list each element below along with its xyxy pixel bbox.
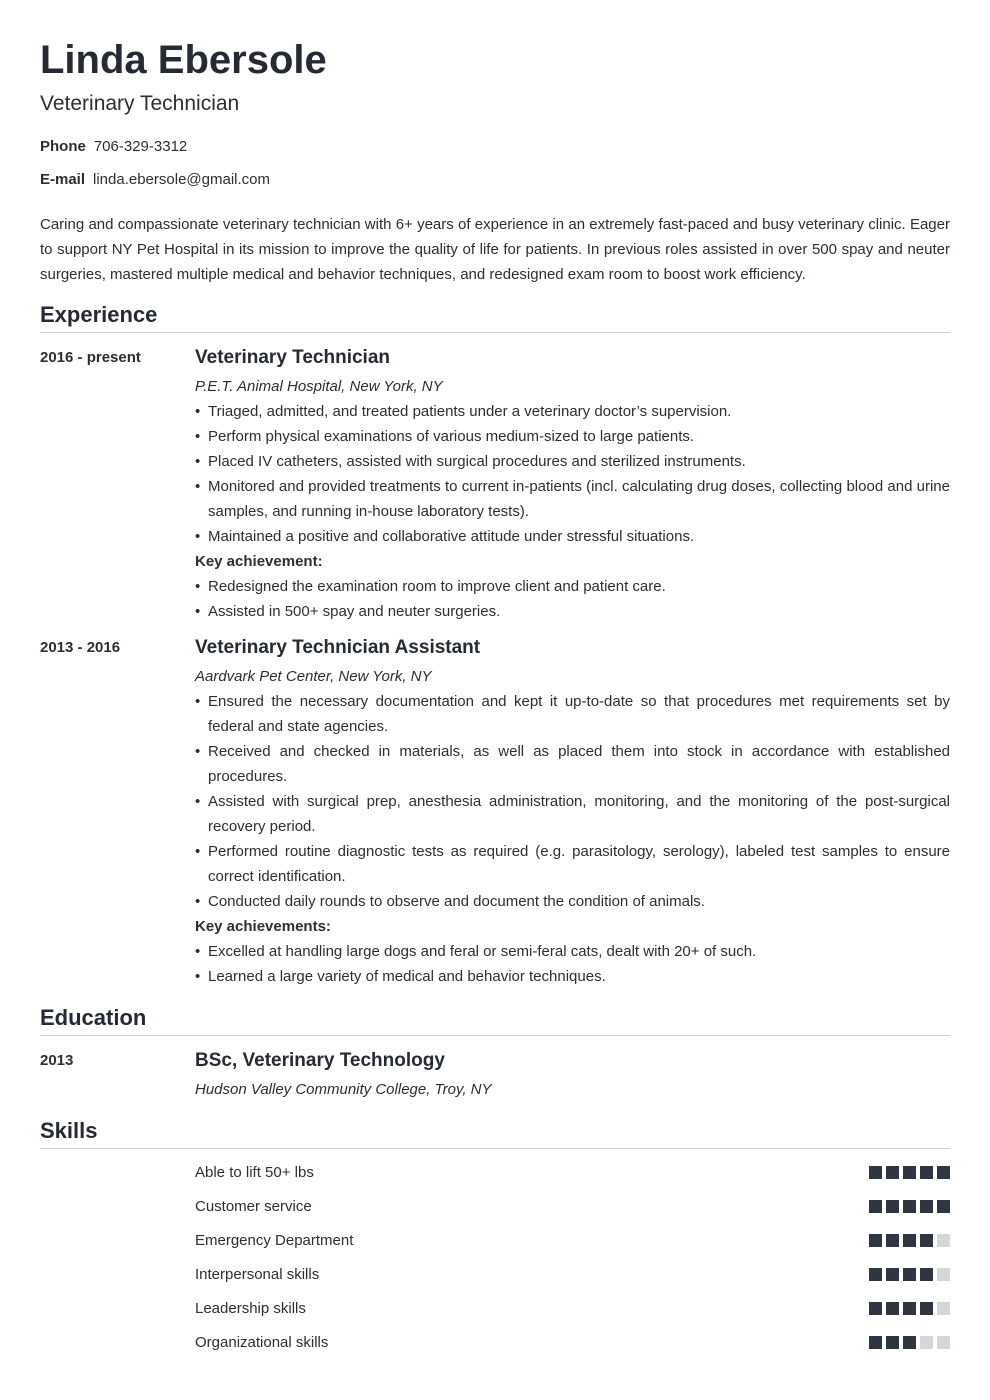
email-label: E-mail	[40, 171, 86, 188]
rating-square-filled	[937, 1200, 950, 1213]
rating-square-filled	[903, 1234, 916, 1247]
list-item: • Conducted daily rounds to observe and document the condition of animals.	[195, 889, 950, 914]
rating-square-filled	[903, 1166, 916, 1179]
rating-square-empty	[937, 1234, 950, 1247]
rating-square-filled	[920, 1234, 933, 1247]
skill-row	[195, 1330, 950, 1364]
achievements-list	[195, 574, 950, 624]
list-item: • Received and checked in materials, as well as placed them into stock in accordance with established procedures.	[195, 739, 950, 789]
candidate-title: Veterinary Technician	[40, 92, 240, 115]
degree: BSc, Veterinary Technology	[195, 1050, 445, 1071]
contact-email	[40, 170, 270, 190]
rating-square-filled	[886, 1302, 899, 1315]
rating-square-empty	[937, 1302, 950, 1315]
rating-square-filled	[869, 1302, 882, 1315]
rating-square-empty	[937, 1336, 950, 1349]
rating-square-filled	[869, 1336, 882, 1349]
rating-square-filled	[903, 1200, 916, 1213]
list-item: • Excelled at handling large dogs and feral or semi-feral cats, dealt with 20+ of such.	[195, 939, 950, 964]
rating-square-filled	[886, 1200, 899, 1213]
list-item: • Performed routine diagnostic tests as required (e.g. parasitology, serology), labeled test samples to ensure correct identification.	[195, 839, 950, 889]
job-title: Veterinary Technician	[195, 347, 391, 368]
rating-square-filled	[886, 1336, 899, 1349]
skill-rating	[869, 1166, 950, 1179]
list-item: • Ensured the necessary documentation and kept it up-to-date so that procedures met requirements set by federal and state agencies.	[195, 689, 950, 739]
rating-square-empty	[937, 1268, 950, 1281]
email-value[interactable]: linda.ebersole@gmail.com	[93, 171, 270, 188]
rating-square-filled	[886, 1166, 899, 1179]
skills-list	[195, 1160, 950, 1364]
job-title: Veterinary Technician Assistant	[195, 637, 481, 658]
rating-square-filled	[903, 1268, 916, 1281]
rating-square-filled	[886, 1234, 899, 1247]
skill-rating	[869, 1200, 950, 1213]
duties-list	[195, 399, 950, 549]
employer: Aardvark Pet Center, New York, NY	[195, 668, 432, 685]
duties-list	[195, 689, 950, 914]
skill-name: Emergency Department	[195, 1232, 354, 1249]
rating-square-filled	[903, 1336, 916, 1349]
list-item: • Maintained a positive and collaborative attitude under stressful situations.	[195, 524, 950, 549]
list-item: • Monitored and provided treatments to current in-patients (incl. calculating drug doses, collecting blood and urine samples, and running in-house laboratory tests).	[195, 474, 950, 524]
section-heading-skills: Skills	[40, 1117, 950, 1149]
skill-rating	[869, 1268, 950, 1281]
rating-square-filled	[869, 1166, 882, 1179]
entry-body	[195, 1049, 950, 1102]
achievements-label: Key achievement:	[195, 553, 323, 570]
skill-name: Customer service	[195, 1198, 312, 1215]
skill-row	[195, 1194, 950, 1228]
list-item: • Assisted in 500+ spay and neuter surgeries.	[195, 599, 950, 624]
skill-rating	[869, 1234, 950, 1247]
entry-date: 2016 - present	[40, 349, 141, 366]
skill-name: Organizational skills	[195, 1334, 329, 1351]
list-item: • Assisted with surgical prep, anesthesia administration, monitoring, and the monitoring of the post-surgical recovery period.	[195, 789, 950, 839]
candidate-name: Linda Ebersole	[40, 38, 327, 82]
list-item: • Placed IV catheters, assisted with surgical procedures and sterilized instruments.	[195, 449, 950, 474]
rating-square-filled	[903, 1302, 916, 1315]
skill-name: Interpersonal skills	[195, 1266, 320, 1283]
achievements-list	[195, 939, 950, 989]
list-item: • Triaged, admitted, and treated patients under a veterinary doctor’s supervision.	[195, 399, 950, 424]
rating-square-filled	[869, 1200, 882, 1213]
summary-paragraph: Caring and compassionate veterinary technician with 6+ years of experience in an extremely fast-paced and busy veterinary clinic. Eager to support NY Pet Hospital in its mission to improve the quality of life for patients. In previous roles assisted in over 500 spay and neuter surgeries, mastered multiple medical and behavior techniques, and redesigned exam room to boost work efficiency.	[40, 216, 950, 283]
list-item: • Learned a large variety of medical and behavior techniques.	[195, 964, 950, 989]
rating-square-filled	[886, 1268, 899, 1281]
skill-rating	[869, 1302, 950, 1315]
rating-square-filled	[920, 1302, 933, 1315]
section-heading-experience: Experience	[40, 301, 950, 333]
entry-date: 2013	[40, 1052, 74, 1069]
entry-body	[195, 636, 950, 989]
skill-row	[195, 1262, 950, 1296]
employer: P.E.T. Animal Hospital, New York, NY	[195, 378, 443, 395]
rating-square-filled	[869, 1234, 882, 1247]
rating-square-filled	[920, 1200, 933, 1213]
list-item: • Redesigned the examination room to improve client and patient care.	[195, 574, 950, 599]
contact-phone	[40, 137, 187, 157]
rating-square-filled	[869, 1268, 882, 1281]
phone-value[interactable]: 706-329-3312	[93, 138, 188, 155]
rating-square-filled	[920, 1166, 933, 1179]
section-heading-education: Education	[40, 1004, 950, 1036]
skill-row	[195, 1160, 950, 1194]
phone-label: Phone	[40, 138, 86, 155]
rating-square-filled	[920, 1268, 933, 1281]
skill-row	[195, 1228, 950, 1262]
skill-row	[195, 1296, 950, 1330]
entry-date: 2013 - 2016	[40, 639, 121, 656]
school: Hudson Valley Community College, Troy, NY	[195, 1081, 492, 1098]
list-item: • Perform physical examinations of various medium-sized to large patients.	[195, 424, 950, 449]
entry-body	[195, 346, 950, 624]
skill-name: Able to lift 50+ lbs	[195, 1164, 314, 1181]
rating-square-filled	[937, 1166, 950, 1179]
skill-name: Leadership skills	[195, 1300, 306, 1317]
rating-square-empty	[920, 1336, 933, 1349]
skill-rating	[869, 1336, 950, 1349]
achievements-label: Key achievements:	[195, 918, 331, 935]
